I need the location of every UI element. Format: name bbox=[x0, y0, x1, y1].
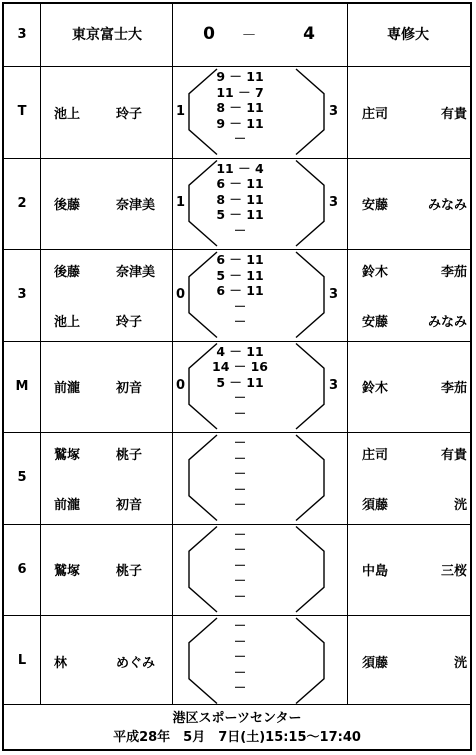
game-score: 8 － 11 bbox=[216, 191, 264, 207]
bracket-right bbox=[296, 344, 324, 430]
bracket-right bbox=[296, 527, 324, 613]
left-player-given: 初音 bbox=[116, 497, 143, 513]
row-label: 3 bbox=[17, 287, 27, 303]
bracket-left bbox=[189, 435, 217, 521]
bracket-right bbox=[296, 618, 324, 704]
left-player-given: 玲子 bbox=[116, 106, 143, 122]
game-score: － bbox=[233, 649, 247, 664]
game-score: 4 － 11 bbox=[216, 343, 264, 359]
right-player-family: 鈴木 bbox=[362, 381, 389, 397]
game-score: － bbox=[233, 664, 247, 680]
row-label: 5 bbox=[17, 470, 27, 486]
game-score: － bbox=[233, 131, 247, 146]
game-score: 11 － 7 bbox=[216, 84, 264, 100]
row-label: 2 bbox=[17, 195, 27, 211]
game-score: － bbox=[233, 405, 247, 421]
right-games-won: 3 bbox=[329, 103, 339, 119]
right-player-family: 安藤 bbox=[362, 314, 389, 330]
row-label: L bbox=[17, 653, 27, 669]
bracket-left bbox=[189, 161, 217, 247]
game-score: 6 － 11 bbox=[216, 252, 264, 267]
game-score: － bbox=[233, 450, 247, 466]
right-player-family: 庄司 bbox=[362, 106, 389, 122]
right-games-won: 3 bbox=[329, 378, 339, 394]
match-sheet bbox=[2, 2, 472, 751]
left-player-given: 初音 bbox=[116, 381, 143, 397]
right-player-family: 須藤 bbox=[362, 655, 389, 671]
left-player-given: 桃子 bbox=[116, 564, 143, 580]
game-score: － bbox=[233, 557, 247, 573]
game-score: － bbox=[233, 390, 247, 405]
left-player-given: めぐみ bbox=[116, 655, 156, 671]
right-games-won: 3 bbox=[329, 195, 339, 211]
bracket-right bbox=[296, 252, 324, 338]
left-player-given: 奈津美 bbox=[116, 265, 156, 280]
right-player-given: 三桜 bbox=[440, 564, 467, 580]
bracket-left bbox=[189, 527, 217, 613]
header-score-left: 0 bbox=[203, 24, 215, 44]
right-player-family: 庄司 bbox=[362, 448, 389, 463]
bracket-left bbox=[189, 344, 217, 430]
left-games-won: 0 bbox=[176, 378, 186, 394]
right-player-given: みなみ bbox=[427, 314, 467, 330]
right-player-given: 李茄 bbox=[440, 381, 467, 397]
game-score: － bbox=[233, 588, 247, 604]
left-player-family: 鷲塚 bbox=[54, 448, 81, 463]
right-player-given: 洸 bbox=[453, 497, 467, 513]
bracket-right bbox=[296, 161, 324, 247]
right-player-family: 須藤 bbox=[362, 497, 389, 513]
right-player-family: 安藤 bbox=[362, 198, 389, 214]
game-score: － bbox=[233, 542, 247, 557]
left-games-won: 1 bbox=[176, 195, 186, 211]
score-brackets bbox=[4, 4, 470, 704]
game-score: － bbox=[233, 497, 247, 512]
bracket-right bbox=[296, 435, 324, 521]
left-player-family: 池上 bbox=[54, 106, 81, 122]
right-player-family: 中島 bbox=[362, 564, 389, 580]
game-score: － bbox=[233, 633, 247, 649]
game-score: 14 － 16 bbox=[212, 359, 268, 374]
game-score: － bbox=[233, 680, 247, 695]
game-score: 11 － 4 bbox=[216, 160, 264, 176]
right-player-given: 有貴 bbox=[440, 448, 467, 463]
game-score: － bbox=[233, 222, 247, 238]
game-score: － bbox=[233, 298, 247, 314]
game-score: － bbox=[233, 466, 247, 481]
game-score: 6 － 11 bbox=[216, 176, 264, 191]
game-score: 6 － 11 bbox=[216, 283, 264, 298]
game-score: － bbox=[233, 435, 247, 450]
left-games-won: 1 bbox=[176, 103, 186, 119]
left-player-given: 桃子 bbox=[116, 448, 143, 463]
game-score: － bbox=[233, 526, 247, 542]
row-label: 6 bbox=[17, 561, 27, 577]
game-score: 8 － 11 bbox=[216, 100, 264, 115]
game-score: 5 － 11 bbox=[216, 374, 264, 390]
right-player-given: 洸 bbox=[453, 655, 467, 671]
right-games-won: 3 bbox=[329, 286, 339, 302]
footer-venue: 港区スポーツセンター bbox=[172, 711, 302, 726]
right-player-family: 鈴木 bbox=[362, 265, 389, 280]
left-player-given: 奈津美 bbox=[116, 198, 156, 214]
game-score: － bbox=[233, 573, 247, 588]
bracket-left bbox=[189, 69, 217, 155]
bracket-right bbox=[296, 69, 324, 155]
header-dash: － bbox=[241, 25, 257, 44]
game-score: 5 － 11 bbox=[216, 207, 264, 222]
left-player-family: 鷲塚 bbox=[54, 564, 81, 580]
footer-divider bbox=[4, 704, 470, 705]
footer-datetime: 平成28年 5月 7日(土)15:15～17:40 bbox=[113, 730, 361, 745]
header-order: 3 bbox=[17, 26, 27, 42]
row-label: M bbox=[15, 378, 29, 394]
left-player-given: 玲子 bbox=[116, 314, 143, 330]
header-team-right: 専修大 bbox=[387, 27, 429, 43]
game-score: 5 － 11 bbox=[216, 267, 264, 283]
game-score: － bbox=[233, 618, 247, 633]
game-score: 9 － 11 bbox=[216, 69, 264, 84]
right-player-given: 有貴 bbox=[440, 106, 467, 122]
game-score: － bbox=[233, 481, 247, 497]
row-label: T bbox=[17, 104, 27, 120]
right-player-given: みなみ bbox=[427, 198, 467, 214]
header-score-right: 4 bbox=[303, 24, 315, 44]
header-team-left: 東京富士大 bbox=[72, 27, 142, 43]
left-player-family: 池上 bbox=[54, 314, 81, 330]
left-player-family: 後藤 bbox=[54, 198, 81, 214]
left-player-family: 前瀧 bbox=[54, 381, 81, 397]
game-score: 9 － 11 bbox=[216, 115, 264, 131]
left-player-family: 林 bbox=[54, 655, 68, 671]
bracket-left bbox=[189, 618, 217, 704]
right-player-given: 李茄 bbox=[440, 265, 467, 280]
bracket-left bbox=[189, 252, 217, 338]
left-player-family: 前瀧 bbox=[54, 497, 81, 513]
left-games-won: 0 bbox=[176, 286, 186, 302]
left-player-family: 後藤 bbox=[54, 265, 81, 280]
game-score: － bbox=[233, 314, 247, 329]
